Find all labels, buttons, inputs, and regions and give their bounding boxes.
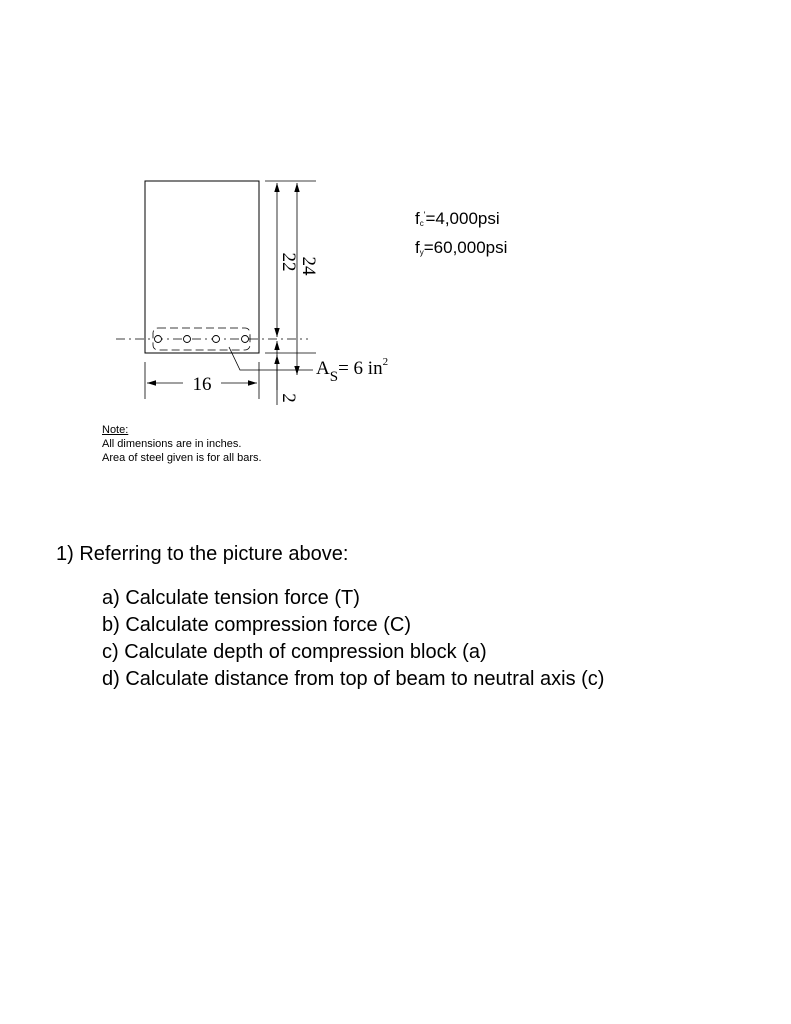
question-part: c) Calculate depth of compression block (a) xyxy=(102,641,487,663)
beam-cross-section-diagram xyxy=(0,0,791,420)
question-part: d) Calculate distance from top of beam to neutral axis (c) xyxy=(102,668,605,690)
question-prompt: 1) Referring to the picture above: xyxy=(56,543,349,565)
rebar xyxy=(184,336,191,343)
question-block xyxy=(56,541,604,693)
rebar xyxy=(242,336,249,343)
question-part: a) Calculate tension force (T) xyxy=(102,587,360,609)
dimension-label-16: 16 xyxy=(192,374,212,395)
rebar xyxy=(155,336,162,343)
steel-area-leader xyxy=(229,347,313,370)
beam-outline xyxy=(145,181,259,353)
question-parts xyxy=(102,585,604,693)
note-title: Note: xyxy=(102,424,129,436)
note-line: All dimensions are in inches. xyxy=(102,438,242,450)
note-line: Area of steel given is for all bars. xyxy=(102,452,262,464)
material-properties xyxy=(415,203,507,265)
note-block xyxy=(102,423,262,465)
steel-area-label: $A_S= 6$ $in^2$ xyxy=(316,356,389,385)
dimension-label-24: 24 xyxy=(298,256,319,276)
dimension-label-2: 2 xyxy=(278,393,299,403)
rebar xyxy=(213,336,220,343)
dimension-label-22: 22 xyxy=(278,252,299,272)
question-part: b) Calculate compression force (C) xyxy=(102,614,411,636)
steel-yield-strength: $f_y=60,000psi$ xyxy=(415,238,508,257)
concrete-strength: $f_c'=4,000psi$ xyxy=(415,209,500,228)
